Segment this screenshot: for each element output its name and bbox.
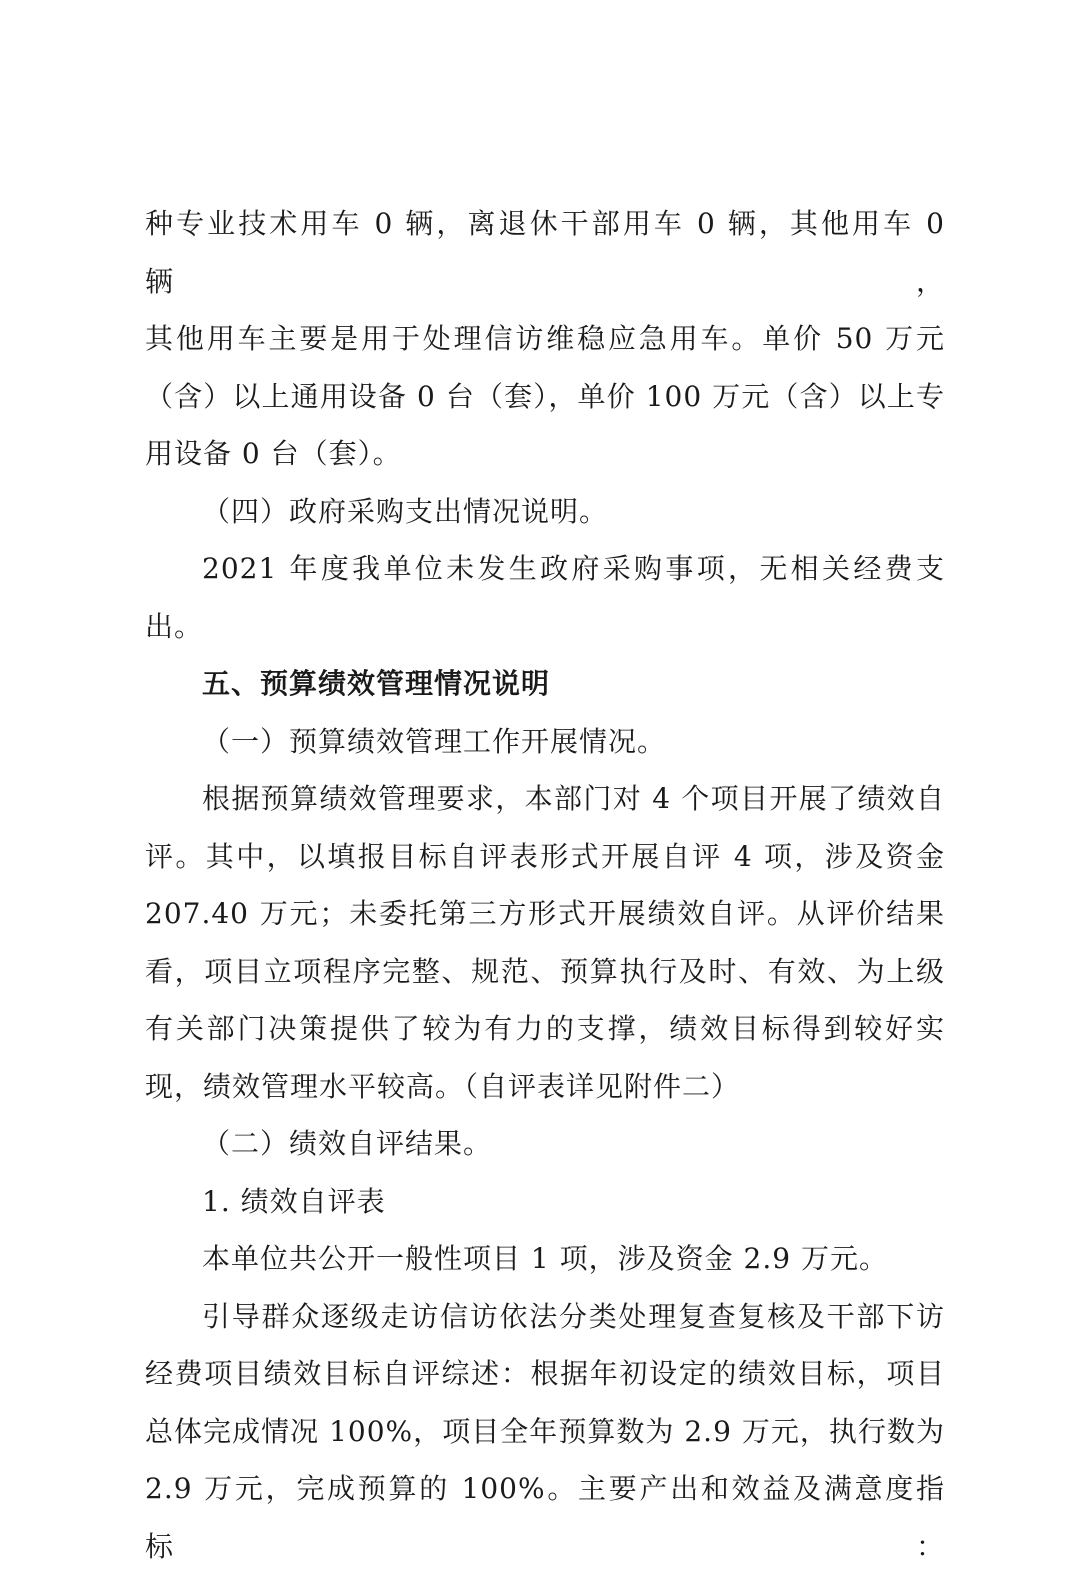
text-line: 207.40 万元；未委托第三方形式开展绩效自评。从评价结果 xyxy=(145,897,945,930)
section-title: 五、预算绩效管理情况说明 xyxy=(202,667,551,700)
text-line: 根据预算绩效管理要求，本部门对 4 个项目开展了绩效自 xyxy=(202,782,945,815)
text-line: （含）以上通用设备 0 台（套），单价 100 万元（含）以上专 xyxy=(145,379,945,413)
paragraph: 2021 年度我单位未发生政府采购事项，无相关经费支出。 xyxy=(145,552,945,643)
item-title: 1. 绩效自评表 xyxy=(202,1184,386,1218)
subsection-title: （二）绩效自评结果。 xyxy=(202,1127,493,1160)
text-line: 评。其中，以填报目标自评表形式开展自评 4 项，涉及资金 xyxy=(145,839,945,873)
text-line: 看，项目立项程序完整、规范、预算执行及时、有效、为上级 xyxy=(145,954,945,988)
text-line: 种专业技术用车 0 辆，离退休干部用车 0 辆，其他用车 0 辆， xyxy=(145,207,945,298)
text-line: 现，绩效管理水平较高。（自评表详见附件二） xyxy=(145,1069,741,1103)
text-line: 引导群众逐级走访信访依法分类处理复查复核及干部下访 xyxy=(202,1299,945,1333)
text-line: 2.9 万元，完成预算的 100%。主要产出和效益及满意度指标： xyxy=(145,1472,945,1563)
document-body xyxy=(145,195,945,1575)
text-line: 总体完成情况 100%，项目全年预算数为 2.9 万元，执行数为 xyxy=(145,1414,945,1448)
subsection-title: （四）政府采购支出情况说明。 xyxy=(202,494,609,528)
subsection-title: （一）预算绩效管理工作开展情况。 xyxy=(202,724,667,758)
text-line: 有关部门决策提供了较为有力的支撑，绩效目标得到较好实 xyxy=(145,1012,945,1045)
paragraph: 本单位共公开一般性项目 1 项，涉及资金 2.9 万元。 xyxy=(202,1242,888,1275)
text-line: 经费项目绩效目标自评综述：根据年初设定的绩效目标，项目 xyxy=(145,1357,945,1390)
text-line: 其他用车主要是用于处理信访维稳应急用车。单价 50 万元 xyxy=(145,322,945,355)
text-line: 用设备 0 台（套）。 xyxy=(145,437,402,470)
